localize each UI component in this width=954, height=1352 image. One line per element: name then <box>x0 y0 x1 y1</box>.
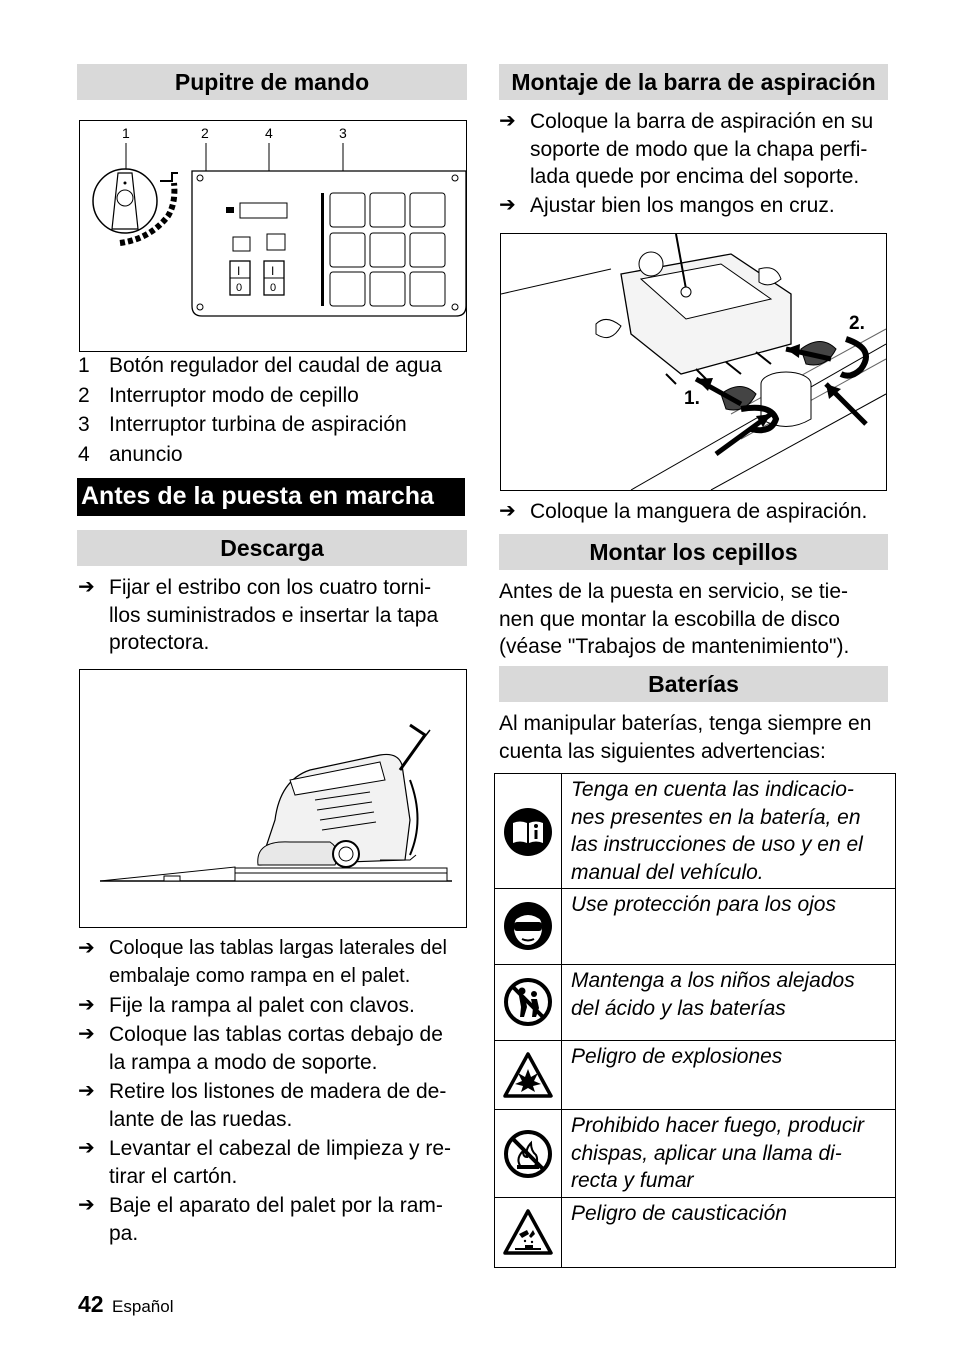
page-footer <box>78 1291 173 1318</box>
fig-label-4: 4 <box>265 125 273 141</box>
keep-children-away-icon <box>503 977 553 1027</box>
fig-label-2: 2 <box>201 125 209 141</box>
heading-baterias: Baterías <box>499 666 888 702</box>
bullet-item: ➔ Coloque las tablas largas laterales del embalaje como rampa en el palet. <box>78 937 447 987</box>
warning-row: Use protección para los ojos <box>495 889 895 965</box>
figure-legend <box>78 352 478 470</box>
heading-cepillos: Montar los cepillos <box>499 534 888 570</box>
no-fire-icon <box>503 1129 553 1179</box>
machine-pallet-drawing <box>80 670 466 927</box>
heading-montaje: Montaje de la barra de aspiración <box>499 64 888 100</box>
control-panel-figure <box>79 120 467 352</box>
switch-2-off-label: 0 <box>236 282 243 294</box>
battery-warning-table <box>494 773 896 1268</box>
heading-antes: Antes de la puesta en marcha <box>77 478 465 516</box>
legend-item: 2 Interruptor modo de cepillo <box>78 383 359 407</box>
explosion-danger-icon <box>503 1051 553 1101</box>
switch-3-off-label: 0 <box>270 282 277 294</box>
manual-info-icon <box>503 807 553 857</box>
control-panel-drawing <box>80 121 466 351</box>
cepillos-paragraph: Antes de la puesta en servicio, se tie- nen que montar la escobilla de disco (véase "Trabajos de mantenimiento"). <box>499 580 850 658</box>
legend-item: 3 Interruptor turbina de aspiración <box>78 413 407 436</box>
heading-pupitre: Pupitre de mando <box>77 64 467 100</box>
machine-pallet-figure <box>79 669 467 928</box>
baterias-paragraph: Al manipular baterías, tenga siempre en cuenta las siguientes advertencias: <box>499 712 872 763</box>
warning-row: Prohibido hacer fuego, producir chispas, aplicar una llama di- recta y fumar <box>495 1110 895 1198</box>
suction-bar-drawing <box>501 234 886 490</box>
fig-label-1: 1 <box>122 125 130 141</box>
warning-row: Peligro de explosiones <box>495 1041 895 1110</box>
fig-label-3: 3 <box>339 125 347 141</box>
page-number: 42 <box>78 1291 104 1317</box>
warning-row: Tenga en cuenta las indicacio- nes presentes en la batería, en las instrucciones de uso y en el manual del vehículo. <box>495 774 895 889</box>
switch-3-on-label: I <box>271 264 275 278</box>
footer-language: Español <box>112 1297 174 1316</box>
warning-row: Peligro de causticación <box>495 1198 895 1268</box>
corrosive-danger-icon <box>503 1208 553 1258</box>
suction-bar-figure <box>500 233 887 491</box>
legend-item: 1 Botón regulador del caudal de agua <box>78 354 442 377</box>
step-1-label: 1. <box>684 388 700 409</box>
legend-item: 4 anuncio <box>78 442 183 466</box>
switch-2-on-label: I <box>237 264 241 278</box>
warning-row: Mantenga a los niños alejados del ácido y las baterías <box>495 965 895 1041</box>
eye-protection-icon <box>503 901 553 951</box>
step-2-label: 2. <box>849 313 865 334</box>
heading-descarga: Descarga <box>77 530 467 566</box>
